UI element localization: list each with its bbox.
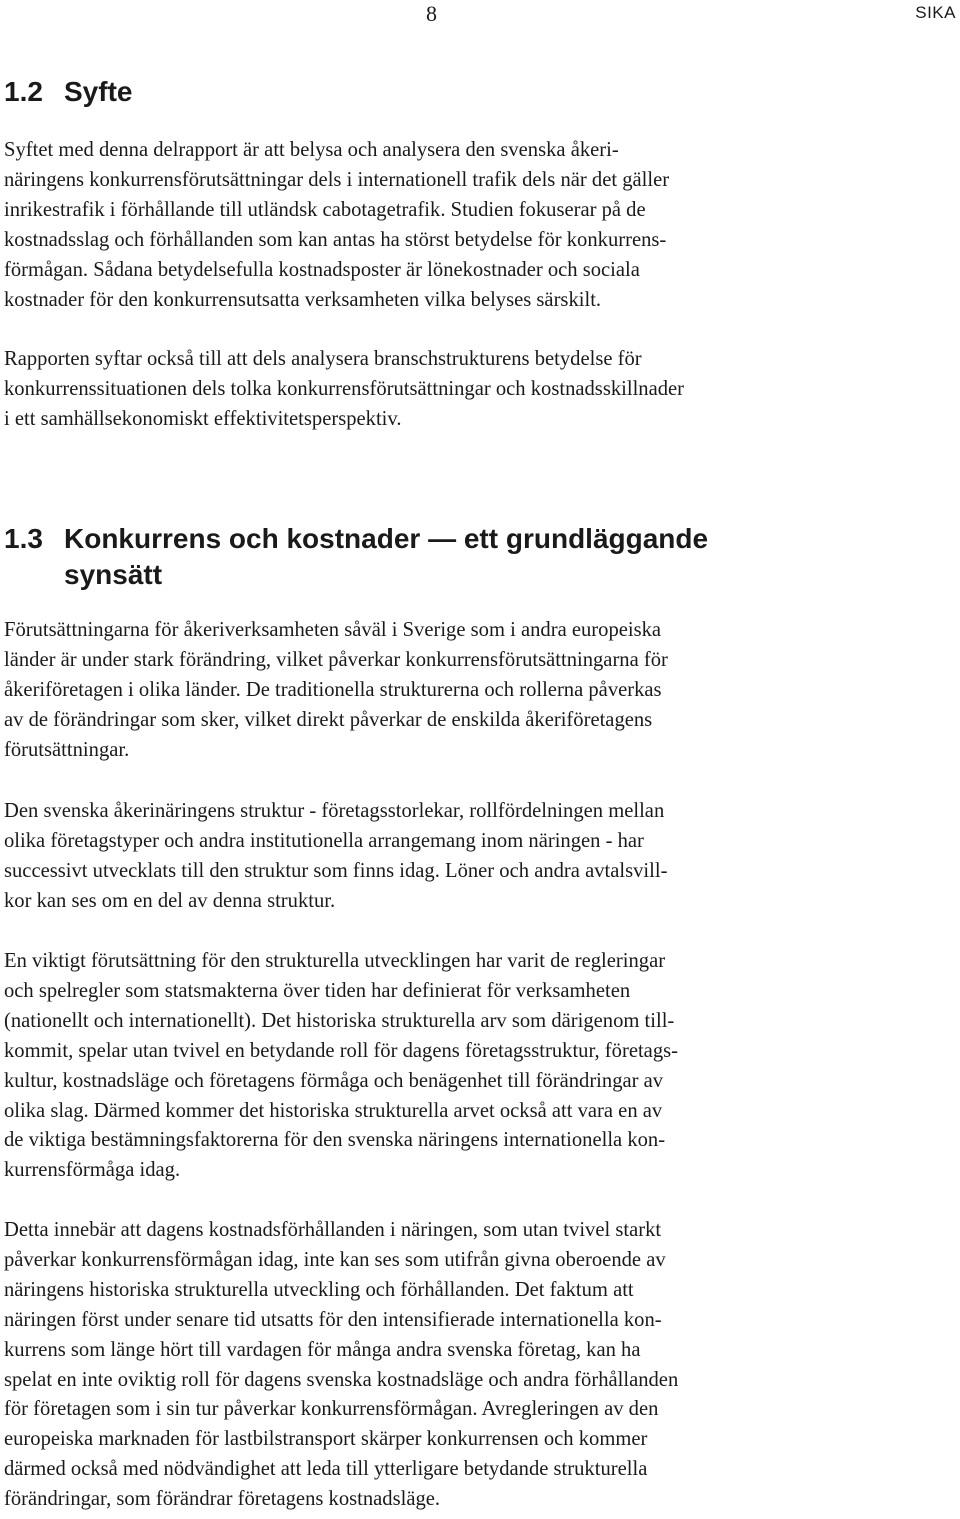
section-number: 1.2 (4, 76, 43, 107)
section-title: Syfte (64, 76, 133, 107)
paragraph: Detta innebär att dagens kostnadsförhållanden i näringen, som utan tvivel starkt påverkar konkurrensförmågan idag, inte kan ses som utifrån givna oberoende av näringens historiska strukturella utveckling och förhållanden. Det faktum att näringen först under senare tid utsatts för den intensifierade internationella kon- kurrens som länge hört till vardagen för många andra svenska företag, kan ha spelat en inte oviktig roll för dagens svenska kostnadsläge och andra förhållanden för företagen som i sin tur påverkar konkurrensförmågan. Avregleringen av den europeiska marknaden för lastbilstransport skärper konkurrensen och kommer därmed också med nödvändighet att leda till ytterligare betydande strukturella förändringar, som förändrar företagens kostnadsläge. (4, 1219, 679, 1511)
paragraph: En viktigt förutsättning för den strukturella utvecklingen har varit de regleringar och spelregler som statsmakterna över tiden har definierat för verksamheten (nationellt och internationellt). Det historiska strukturella arv som därigenom till- kommit, spelar utan tvivel en betydande roll för dagens företagsstruktur, företags- kultur, kostnadsläge och företagens förmåga och benägenhet till förändringar av olika slag. Därmed kommer det historiska strukturella arvet också att vara en av de viktiga bestämningsfaktorerna för den svenska näringens internationella kon- kurrensförmåga idag. (4, 950, 678, 1182)
section-number: 1.3 (4, 523, 43, 554)
section-title: Konkurrens och kostnader — ett grundläggande synsätt (64, 523, 709, 590)
section-heading-konkurrens (4, 521, 956, 593)
paragraph: Syftet med denna delrapport är att belysa och analysera den svenska åkeri- näringens konkurrensförutsättningar dels i internationell trafik dels när det gäller inrikestrafik i förhållande till utländsk cabotagetrafik. Studien fokuserar på de kostnadsslag och förhållanden som kan antas ha störst betydelse för konkurrens- förmågan. Sådana betydelsefulla kostnadsposter är lönekostnader och sociala kostnader för den konkurrensutsatta verksamheten vilka belyses särskilt. (4, 139, 670, 311)
sika-logo: SIKA (915, 3, 956, 22)
page-number: 8 (426, 1, 437, 26)
section-heading-syfte (4, 74, 956, 110)
paragraph: Förutsättningarna för åkeriverksamheten såväl i Sverige som i andra europeiska länder är under stark förändring, vilket påverkar konkurrensförutsättningarna för åkeriföretagen i olika länder. De traditionella strukturerna och rollerna påverkas av de förändringar som sker, vilket direkt påverkar de enskilda åkeriföretagens förutsättningar. (4, 619, 668, 761)
paragraph: Den svenska åkerinäringens struktur - företagsstorlekar, rollfördelningen mellan olika företagstyper och andra institutionella arrangemang inom näringen - har successivt utvecklats till den struktur som finns idag. Löner och andra avtalsvill- kor kan ses om en del av denna struktur. (4, 800, 668, 912)
paragraph: Rapporten syftar också till att dels analysera branschstrukturens betydelse för konkurrenssituationen dels tolka konkurrensförutsättningar och kostnadsskillnader i ett samhällsekonomiskt effektivitetsperspektiv. (4, 348, 685, 430)
